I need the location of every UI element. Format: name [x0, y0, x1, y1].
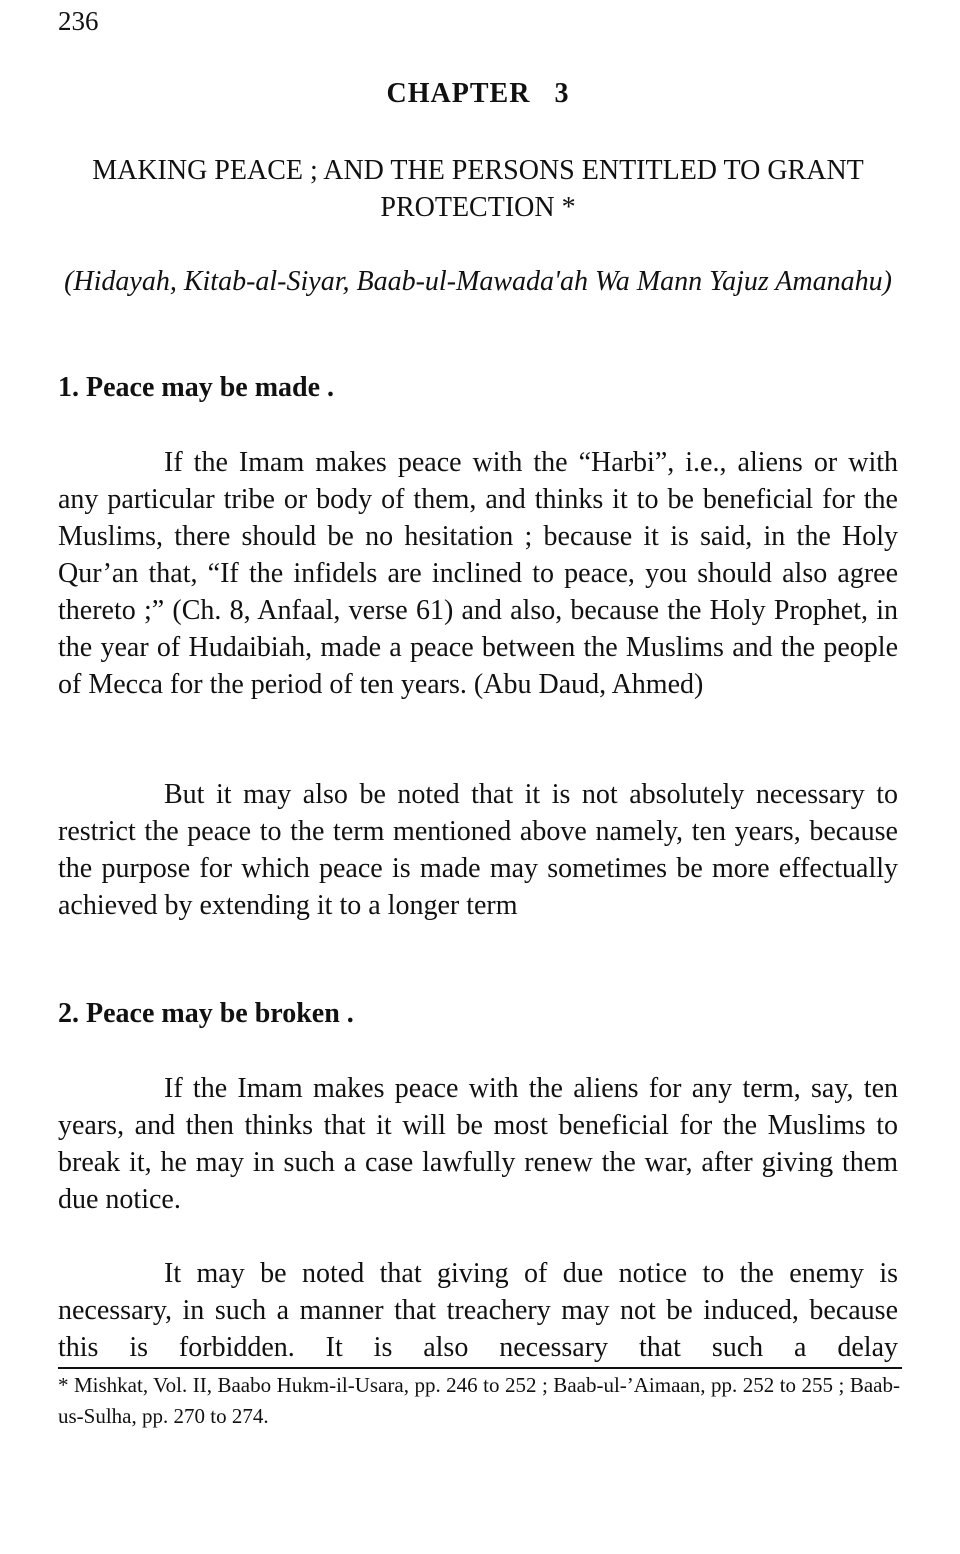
section-2-paragraph-1: If the Imam makes peace with the aliens for any term, say, ten years, and then thinks that it will be most beneficial for the Muslims to break it, he may in such a case lawfully renew the war, after giving them due notice.	[58, 1073, 898, 1215]
chapter-source: (Hidayah, Kitab-al-Siyar, Baab-ul-Mawada'ah Wa Mann Yajuz Amanahu)	[64, 266, 892, 297]
chapter-title: MAKING PEACE ; AND THE PERSONS ENTITLED TO GRANT PROTECTION *	[92, 155, 864, 223]
footnote-divider	[58, 1367, 902, 1369]
chapter-heading: CHAPTER 3	[386, 78, 570, 109]
section-heading-1: 1. Peace may be made .	[58, 372, 335, 403]
section-2-paragraph-2: It may be noted that giving of due notice to the enemy is necessary, in such a manner that treachery may not be induced, because this is forbidden. It is also necessary that such a delay	[58, 1258, 898, 1363]
footnote: * Mishkat, Vol. II, Baabo Hukm-il-Usara, pp. 246 to 252 ; Baab-ul-’Aimaan, pp. 252 to 255 ; Baab-us-Sulha, pp. 270 to 274.	[58, 1373, 900, 1428]
section-heading-2: 2. Peace may be broken .	[58, 998, 354, 1029]
section-1-paragraph-1: If the Imam makes peace with the “Harbi”, i.e., aliens or with any particular tribe or body of them, and thinks it to be beneficial for the Muslims, there should be no hesitation ; because it is said, in the Holy Qur’an that, “If the infidels are inclined to peace, you should also agree thereto ;” (Ch. 8, Anfaal, verse 61) and also, because the Holy Prophet, in the year of Hudaibiah, made a peace between the Muslims and the people of Mecca for the period of ten years. (Abu Daud, Ahmed)	[58, 447, 898, 700]
page-number: 236	[58, 6, 99, 36]
section-1-paragraph-2: But it may also be noted that it is not absolutely necessary to restrict the peace to the term mentioned above namely, ten years, because the purpose for which peace is made may sometimes be more effectually achieved by extending it to a longer term	[58, 779, 898, 921]
